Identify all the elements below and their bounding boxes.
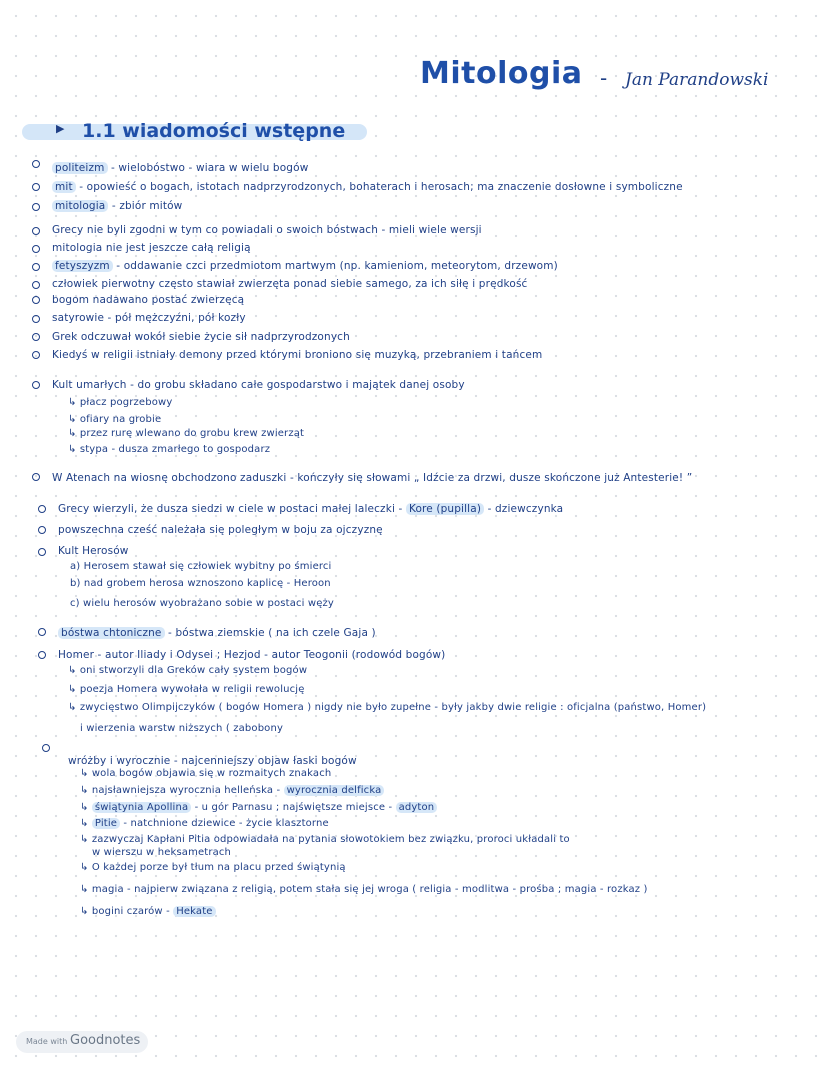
note-subline: ↳ zwycięstwo Olimpijczyków ( bogów Homera ) nigdy nie było zupełne - były jakby dwie religie : oficjalna (państwo, Homer) [68, 702, 707, 713]
note-line: satyrowie - pół mężczyźni, pół kozły [52, 312, 246, 324]
note-subline [80, 818, 329, 829]
note-subline [80, 802, 437, 813]
bullet-icon [38, 526, 46, 534]
note-subline: ↳ O każdej porze był tłum na placu przed świątynią [80, 862, 346, 873]
bullet-icon [32, 263, 40, 271]
note-subline [80, 906, 216, 917]
note-subline: b) nad grobem herosa wznoszono kaplicę - Heroon [70, 578, 331, 589]
note-text: - dziewczynka [484, 503, 564, 515]
note-text: - natchnione dziewice - życie klasztorne [120, 818, 329, 829]
highlighted-term: mit [52, 181, 76, 193]
note-text: ↳ [80, 818, 92, 829]
note-line: człowiek pierwotny często stawiał zwierzęta ponad siebie samego, za ich siłę i prędkość [52, 278, 528, 290]
bullet-icon [38, 548, 46, 556]
highlighted-term: bóstwa chtoniczne [58, 627, 165, 639]
note-text: ↳ [80, 802, 92, 813]
section-title: 1.1 wiadomości wstępne [82, 120, 346, 142]
note-text: - zbiór mitów [108, 200, 183, 212]
note-subline: ↳ ofiary na grobie [68, 414, 162, 425]
author-name: Jan Parandowski [625, 70, 769, 90]
note-line: Grek odczuwał wokół siebie życie sił nadprzyrodzonych [52, 331, 350, 343]
bullet-icon [32, 381, 40, 389]
highlighted-term: politeizm [52, 162, 108, 174]
note-text: Grecy wierzyli, że dusza siedzi w ciele w postaci małej laleczki - [58, 503, 406, 515]
bullet-icon [32, 351, 40, 359]
bullet-icon [32, 160, 40, 168]
note-line [52, 162, 308, 174]
highlighted-term: Kore (pupilla) [406, 503, 484, 515]
highlighted-term: mitologia [52, 200, 108, 212]
note-subline: ↳ stypa - dusza zmarłego to gospodarz [68, 444, 271, 455]
highlighted-term: świątynia Apollina [92, 802, 191, 813]
bullet-icon [32, 281, 40, 289]
note-line: Grecy nie byli zgodni w tym co powiadali o swoich bóstwach - mieli wiele wersji [52, 224, 482, 236]
note-text: - wielobóstwo - wiara w wielu bogów [107, 162, 309, 174]
bullet-icon [32, 227, 40, 235]
highlighted-term: Hekate [173, 906, 215, 917]
note-line [58, 627, 376, 639]
note-line: bogom nadawano postać zwierzęcą [52, 294, 245, 306]
goodnotes-badge [16, 1031, 148, 1053]
note-text: - u gór Parnasu ; najświętsze miejsce - [191, 802, 396, 813]
highlighted-term: adyton [396, 802, 438, 813]
note-text: - oddawanie czci przedmiotom martwym (np. kamieniom, meteorytom, drzewom) [112, 260, 558, 272]
page-title: Mitologia [420, 56, 583, 91]
note-subline: c) wielu herosów wyobrażano sobie w postaci węży [70, 598, 335, 609]
note-subline: ↳ wola bogów objawia się w rozmaitych znakach [80, 768, 332, 779]
note-line: W Atenach na wiosnę obchodzono zaduszki - kończyły się słowami „ Idźcie za drzwi, dusze skończone już Antesterie! ” [52, 472, 693, 484]
note-line: mitologia nie jest jeszcze całą religią [52, 242, 251, 254]
bullet-icon [32, 183, 40, 191]
note-subline: ↳ zazwyczaj Kapłani Pitia odpowiadała na pytania słowotokiem bez związku, proroci układali to [80, 834, 570, 845]
note-line: Kult Herosów [58, 545, 129, 557]
note-line: Kult umarłych - do grobu składano całe gospodarstwo i majątek danej osoby [52, 379, 465, 391]
bullet-icon [38, 651, 46, 659]
note-subline: ↳ oni stworzyli dla Greków cały system bogów [68, 665, 308, 676]
note-subline: ↳ magia - najpierw związana z religią, potem stała się jej wroga ( religia - modlitwa - prośba ; magia - rozkaz ) [80, 884, 648, 895]
note-line: Kiedyś w religii istniały demony przed którymi broniono się muzyką, przebraniem i tańcem [52, 349, 543, 361]
note-text: - bóstwa ziemskie ( na ich czele Gaja ) [164, 627, 376, 639]
highlighted-term: fetyszyzm [52, 260, 113, 272]
note-subline: a) Herosem stawał się człowiek wybitny po śmierci [70, 561, 332, 572]
bullet-icon [42, 744, 50, 752]
bullet-icon [32, 245, 40, 253]
note-subline: w wierszu w heksametrach [92, 847, 232, 858]
bullet-icon [38, 505, 46, 513]
badge-made-with: Made with [26, 1037, 68, 1046]
title-dash: - [600, 66, 608, 90]
bullet-icon [38, 628, 46, 636]
note-line [52, 200, 182, 212]
highlighted-term: Pitie [92, 818, 120, 829]
note-line: wróżby i wyrocznie - najcenniejszy objaw łaski bogów [68, 755, 357, 767]
badge-brand: Goodnotes [70, 1033, 141, 1048]
note-text: - opowieść o bogach, istotach nadprzyrodzonych, bohaterach i herosach; ma znaczenie dosłowne i symboliczne [75, 181, 683, 193]
note-text: ↳ bogini czarów - [80, 906, 174, 917]
note-subline [80, 785, 384, 796]
note-subline: ↳ poezja Homera wywołała w religii rewolucję [68, 684, 305, 695]
note-text: ↳ najsławniejsza wyrocznia helleńska - [80, 785, 284, 796]
bullet-icon [32, 333, 40, 341]
note-subline: i wierzenia warstw niższych ( zabobony [80, 723, 284, 734]
note-line: powszechna cześć należała się poległym w boju za ojczyznę [58, 524, 383, 536]
note-line [52, 260, 558, 272]
note-subline: ↳ przez rurę wlewano do grobu krew zwierząt [68, 428, 305, 439]
note-line [58, 503, 563, 515]
note-line: Homer - autor Iliady i Odysei ; Hezjod - autor Teogonii (rodowód bogów) [58, 649, 446, 661]
note-line [52, 181, 683, 193]
bullet-icon [32, 473, 40, 481]
note-subline: ↳ płacz pogrzebowy [68, 397, 173, 408]
bullet-icon [32, 296, 40, 304]
section-arrow-icon: ▶ [56, 122, 65, 135]
bullet-icon [32, 315, 40, 323]
bullet-icon [32, 203, 40, 211]
highlighted-term: wyrocznia delficka [284, 785, 385, 796]
